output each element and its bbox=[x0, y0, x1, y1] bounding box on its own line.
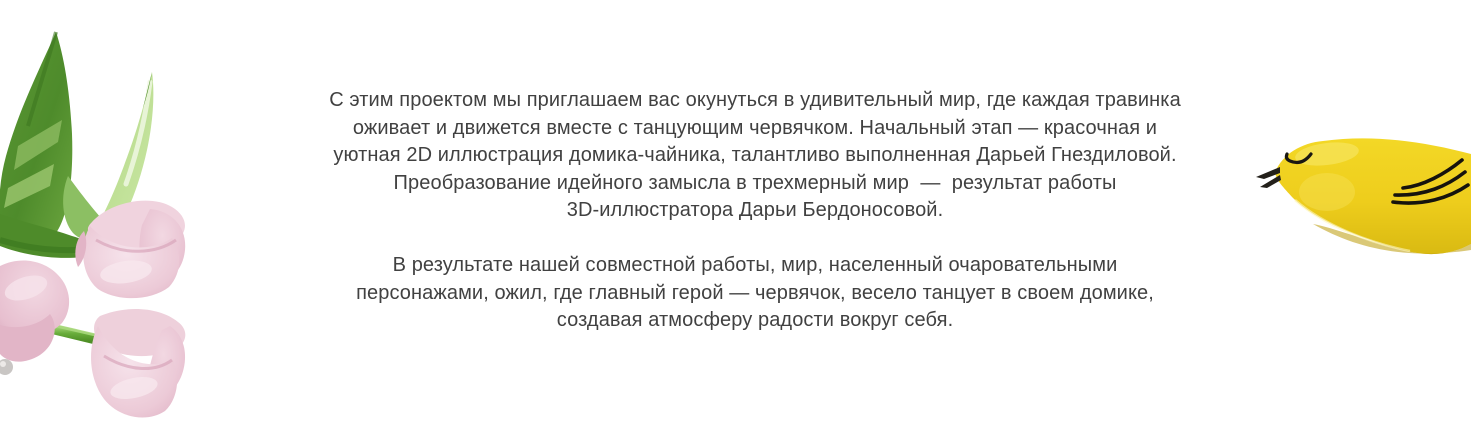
paragraph-2 bbox=[293, 252, 1217, 335]
paragraph-1 bbox=[293, 87, 1217, 225]
text-line: оживает и движется вместе с танцующим червячком. Начальный этап — красочная и bbox=[352, 116, 1158, 139]
yellow-bird-icon bbox=[1255, 130, 1471, 270]
text-line: персонажами, ожил, где главный герой — червячок, весело танцует в своем домике, bbox=[356, 281, 1154, 304]
text-line: Преобразование идейного замысла в трехмерный мир — результат работы bbox=[393, 171, 1117, 194]
project-description-text bbox=[293, 87, 1217, 335]
text-line: 3D-иллюстратора Дарьи Бердоносовой. bbox=[566, 199, 944, 221]
text-line: В результате нашей совместной работы, мир, населенный очаровательными bbox=[392, 254, 1118, 276]
tulips-icon bbox=[0, 26, 200, 446]
text-line: уютная 2D иллюстрация домика-чайника, талантливо выполненная Дарьей Гнездиловой. bbox=[333, 144, 1177, 166]
text-line: создавая атмосферу радости вокруг себя. bbox=[556, 309, 954, 331]
tulips-illustration bbox=[0, 26, 200, 446]
text-line: С этим проектом мы приглашаем вас окунуться в удивительный мир, где каждая травинка bbox=[329, 89, 1181, 111]
bird-illustration bbox=[1255, 130, 1471, 270]
